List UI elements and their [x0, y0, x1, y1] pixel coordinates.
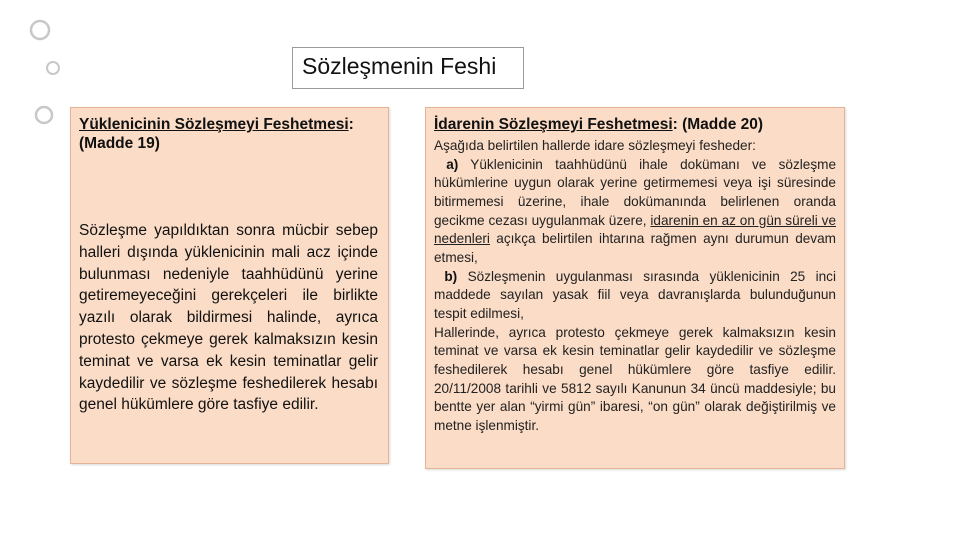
- page-title: Sözleşmenin Feshi: [302, 53, 497, 79]
- right-item-b: [434, 268, 836, 324]
- right-closing: Hallerinde, ayrıca protesto çekmeye gerek kalmaksızın kesin teminat ve varsa ek kesin teminatlar gelir kaydedilir ve sözleşme feshedilerek hesabı genel hükümlere göre tasfiye edilir. 20/11/2008 tarihli ve 5812 sayılı Kanunun 34 üncü maddesiyle; bu bentte yer alan “yirmi gün” ibaresi, “on gün” olarak değiştirilmiş ve metne işlenmiştir.: [434, 324, 836, 433]
- right-panel-heading: [434, 115, 844, 134]
- right-intro: Aşağıda belirtilen hallerde idare sözleşmeyi fesheder:: [434, 138, 756, 153]
- item-a-text1: Yüklenicinin taahhüdünü ihale dokümanı ve sözleşme hükümlerine uygun olarak yerine getirmemesi veya işi süresinde bitirmemesi üzerine, ihale dokümanında belirlenen oranda gecikme cezası uygulanmak üzere,: [434, 156, 837, 228]
- item-b-marker: b): [444, 268, 458, 284]
- right-heading-article: : (Madde 20): [672, 116, 764, 133]
- right-panel: [425, 107, 845, 469]
- left-panel: [70, 107, 389, 464]
- item-b-text: Sözleşmenin uygulanması sırasında yüklenicinin 25 inci maddede sayılan yasak fiil veya davranışlarda bulunduğunun tespit edilmesi,: [434, 268, 836, 321]
- left-panel-body: Sözleşme yapıldıktan sonra mücbir sebep halleri dışında yüklenicinin mali acz içinde bulunması nedeniyle taahhüdünü yerine getiremeyeceğini gerekçeleri ile birlikte yazılı olarak bildirmesi halinde, ayrıca protesto çekmeye gerek kalmaksızın kesin teminat ve varsa ek kesin teminatlar gelir kaydedilir ve sözleşme feshedilerek hesabı genel hükümlere göre tasfiye edilir.: [79, 222, 378, 414]
- item-a-text2: açıkça belirtilen ihtarına rağmen aynı durumun devam etmesi,: [434, 231, 836, 265]
- right-panel-body: [434, 137, 836, 436]
- item-a-underlined: idarenin en az on gün süreli ve nedenleri: [434, 212, 837, 247]
- left-heading-article: (Madde 19): [79, 135, 160, 152]
- right-heading-title: İdarenin Sözleşmeyi Feshetmesi: [434, 116, 673, 133]
- left-panel-heading: [79, 115, 379, 153]
- right-item-a: [434, 156, 836, 268]
- decorative-rings: [0, 0, 80, 140]
- left-heading-colon: :: [348, 116, 354, 133]
- item-a-marker: a): [446, 156, 459, 172]
- left-heading-title: Yüklenicinin Sözleşmeyi Feshetmesi: [79, 116, 349, 133]
